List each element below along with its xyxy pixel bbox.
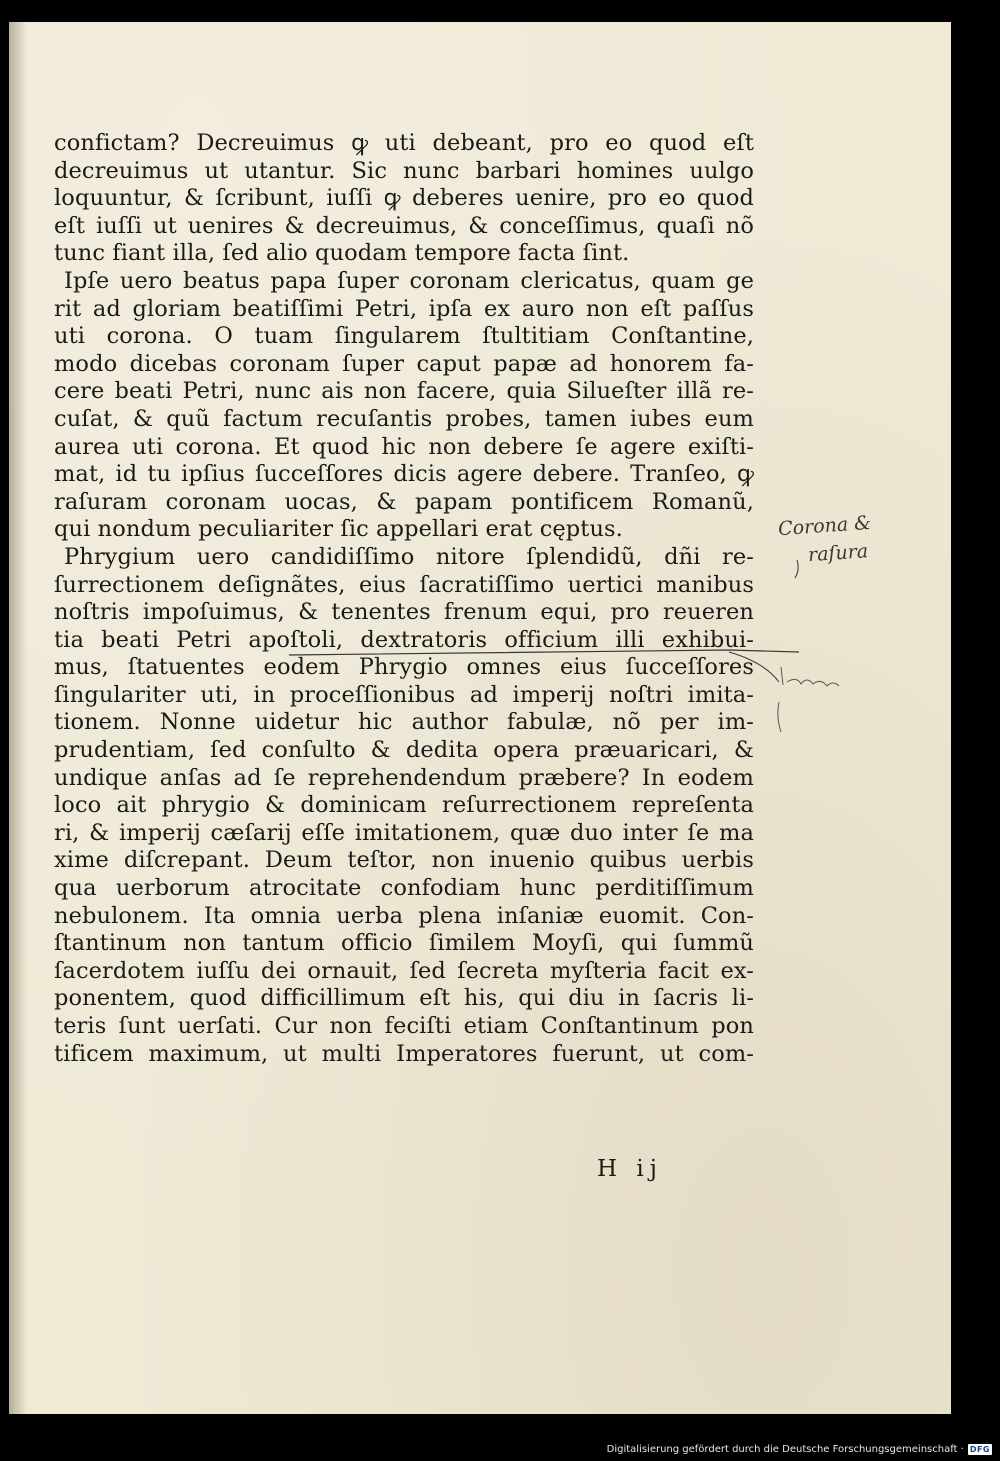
text-line: tionem. Nonne uidetur hic author fabulæ, nõ per im- [54, 709, 754, 736]
marginal-annotation [777, 505, 931, 571]
marginal-annotation-line: raſura [807, 540, 869, 567]
text-line: uti corona. O tuam ſingularem ſtultitiam Conſtantine, [54, 323, 754, 350]
text-line: ſingulariter uti, in proceſſionibus ad imperij noſtri imita- [54, 681, 754, 708]
text-line: ſacerdotem iuſſu dei ornauit, ſed ſecreta myſteria facit ex- [54, 957, 754, 984]
text-line: Phrygium uero candidiſſimo nitore ſplendidũ, dñi re- [64, 543, 754, 570]
text-line: rit ad gloriam beatiſſimi Petri, ipſa ex auro non eſt paſſus [54, 295, 754, 322]
text-line: loquuntur, & ſcribunt, iuſſi ꝙ deberes uenire, pro eo quod [54, 185, 754, 212]
text-line: tunc fiant illa, ſed alio quodam tempore facta ſint. [54, 240, 630, 267]
text-line: noſtris impoſuimus, & tenentes frenum equi, pro reueren [54, 599, 754, 626]
text-line: nebulonem. Ita omnia uerba plena inſaniæ euomit. Con- [54, 902, 754, 929]
text-line: cuſat, & quũ factum recuſantis probes, tamen iubes eum [54, 405, 754, 432]
text-line: mus, ſtatuentes eodem Phrygio omnes eius ſucceſſores [54, 654, 754, 681]
text-line: eſt iuſſi ut uenires & decreuimus, & conceſſimus, quaſi nõ [54, 212, 754, 239]
text-line: qui nondum peculiariter ſic appellari erat cęptus. [54, 516, 623, 543]
margin-tick [778, 702, 781, 732]
main-text-block [54, 130, 754, 1068]
text-line: cere beati Petri, nunc ais non facere, quia Silueſter illã re- [54, 378, 754, 405]
text-line: xime diſcrepant. Deum teſtor, non inuenio quibus uerbis [54, 847, 754, 874]
text-line: prudentiam, ſed conſulto & dedita opera præuaricari, & [54, 737, 754, 764]
dfg-logo: DFG [969, 1445, 990, 1454]
text-line: loco ait phrygio & dominicam reſurrectionem repreſenta [54, 792, 754, 819]
gutter-shadow [9, 22, 27, 1414]
text-line: modo dicebas coronam ſuper caput papæ ad honorem fa- [54, 350, 754, 377]
text-line: undique anſas ad ſe reprehendendum præbere? In eodem [54, 764, 754, 791]
signature-mark: H ij [597, 1156, 663, 1182]
text-line: ponentem, quod difficillimum eſt his, qui diu in ſacris li- [54, 985, 754, 1012]
text-line: tificem maximum, ut multi Imperatores fuerunt, ut com- [54, 1040, 754, 1067]
text-line: confictam? Decreuimus ꝙ uti debeant, pro eo quod eſt [54, 130, 754, 156]
text-line: teris ſunt uerſati. Cur non feciſti etiam Conſtantinum pon [54, 1013, 754, 1039]
digitization-credit [607, 1444, 992, 1455]
text-line: qua uerborum atrocitate confodiam hunc perditiſſimum [54, 875, 754, 902]
text-line: Ipſe uero beatus papa ſuper coronam clericatus, quam ge [64, 267, 754, 294]
text-line: aurea uti corona. Et quod hic non debere ſe agere exiſti- [54, 433, 754, 460]
text-line: raſuram coronam uocas, & papam pontificem Romanũ, [54, 488, 754, 515]
credit-text: Digitalisierung gefördert durch die Deutsche Forschungsgemeinschaft · [606, 1444, 964, 1455]
text-line: ſurrectionem deſignãtes, eius ſacratiſſimo uertici manibus [54, 571, 754, 598]
book-page [9, 22, 951, 1414]
margin-scribble [781, 667, 839, 686]
text-line: ri, & imperij cæſarij eſſe imitationem, quæ duo inter ſe ma [54, 819, 754, 846]
marginal-annotation-line: Corona & [777, 511, 872, 541]
text-line: ſtantinum non tantum officio ſimilem Moyſi, qui ſummũ [54, 930, 754, 957]
text-line: tia beati Petri apoſtoli, dextratoris officium illi exhibui- [54, 626, 754, 653]
text-line: mat, id tu ipſius ſucceſſores dicis agere debere. Tranſeo, ꝙ [54, 461, 754, 488]
text-line: decreuimus ut utantur. Sic nunc barbari homines uulgo [54, 157, 754, 184]
